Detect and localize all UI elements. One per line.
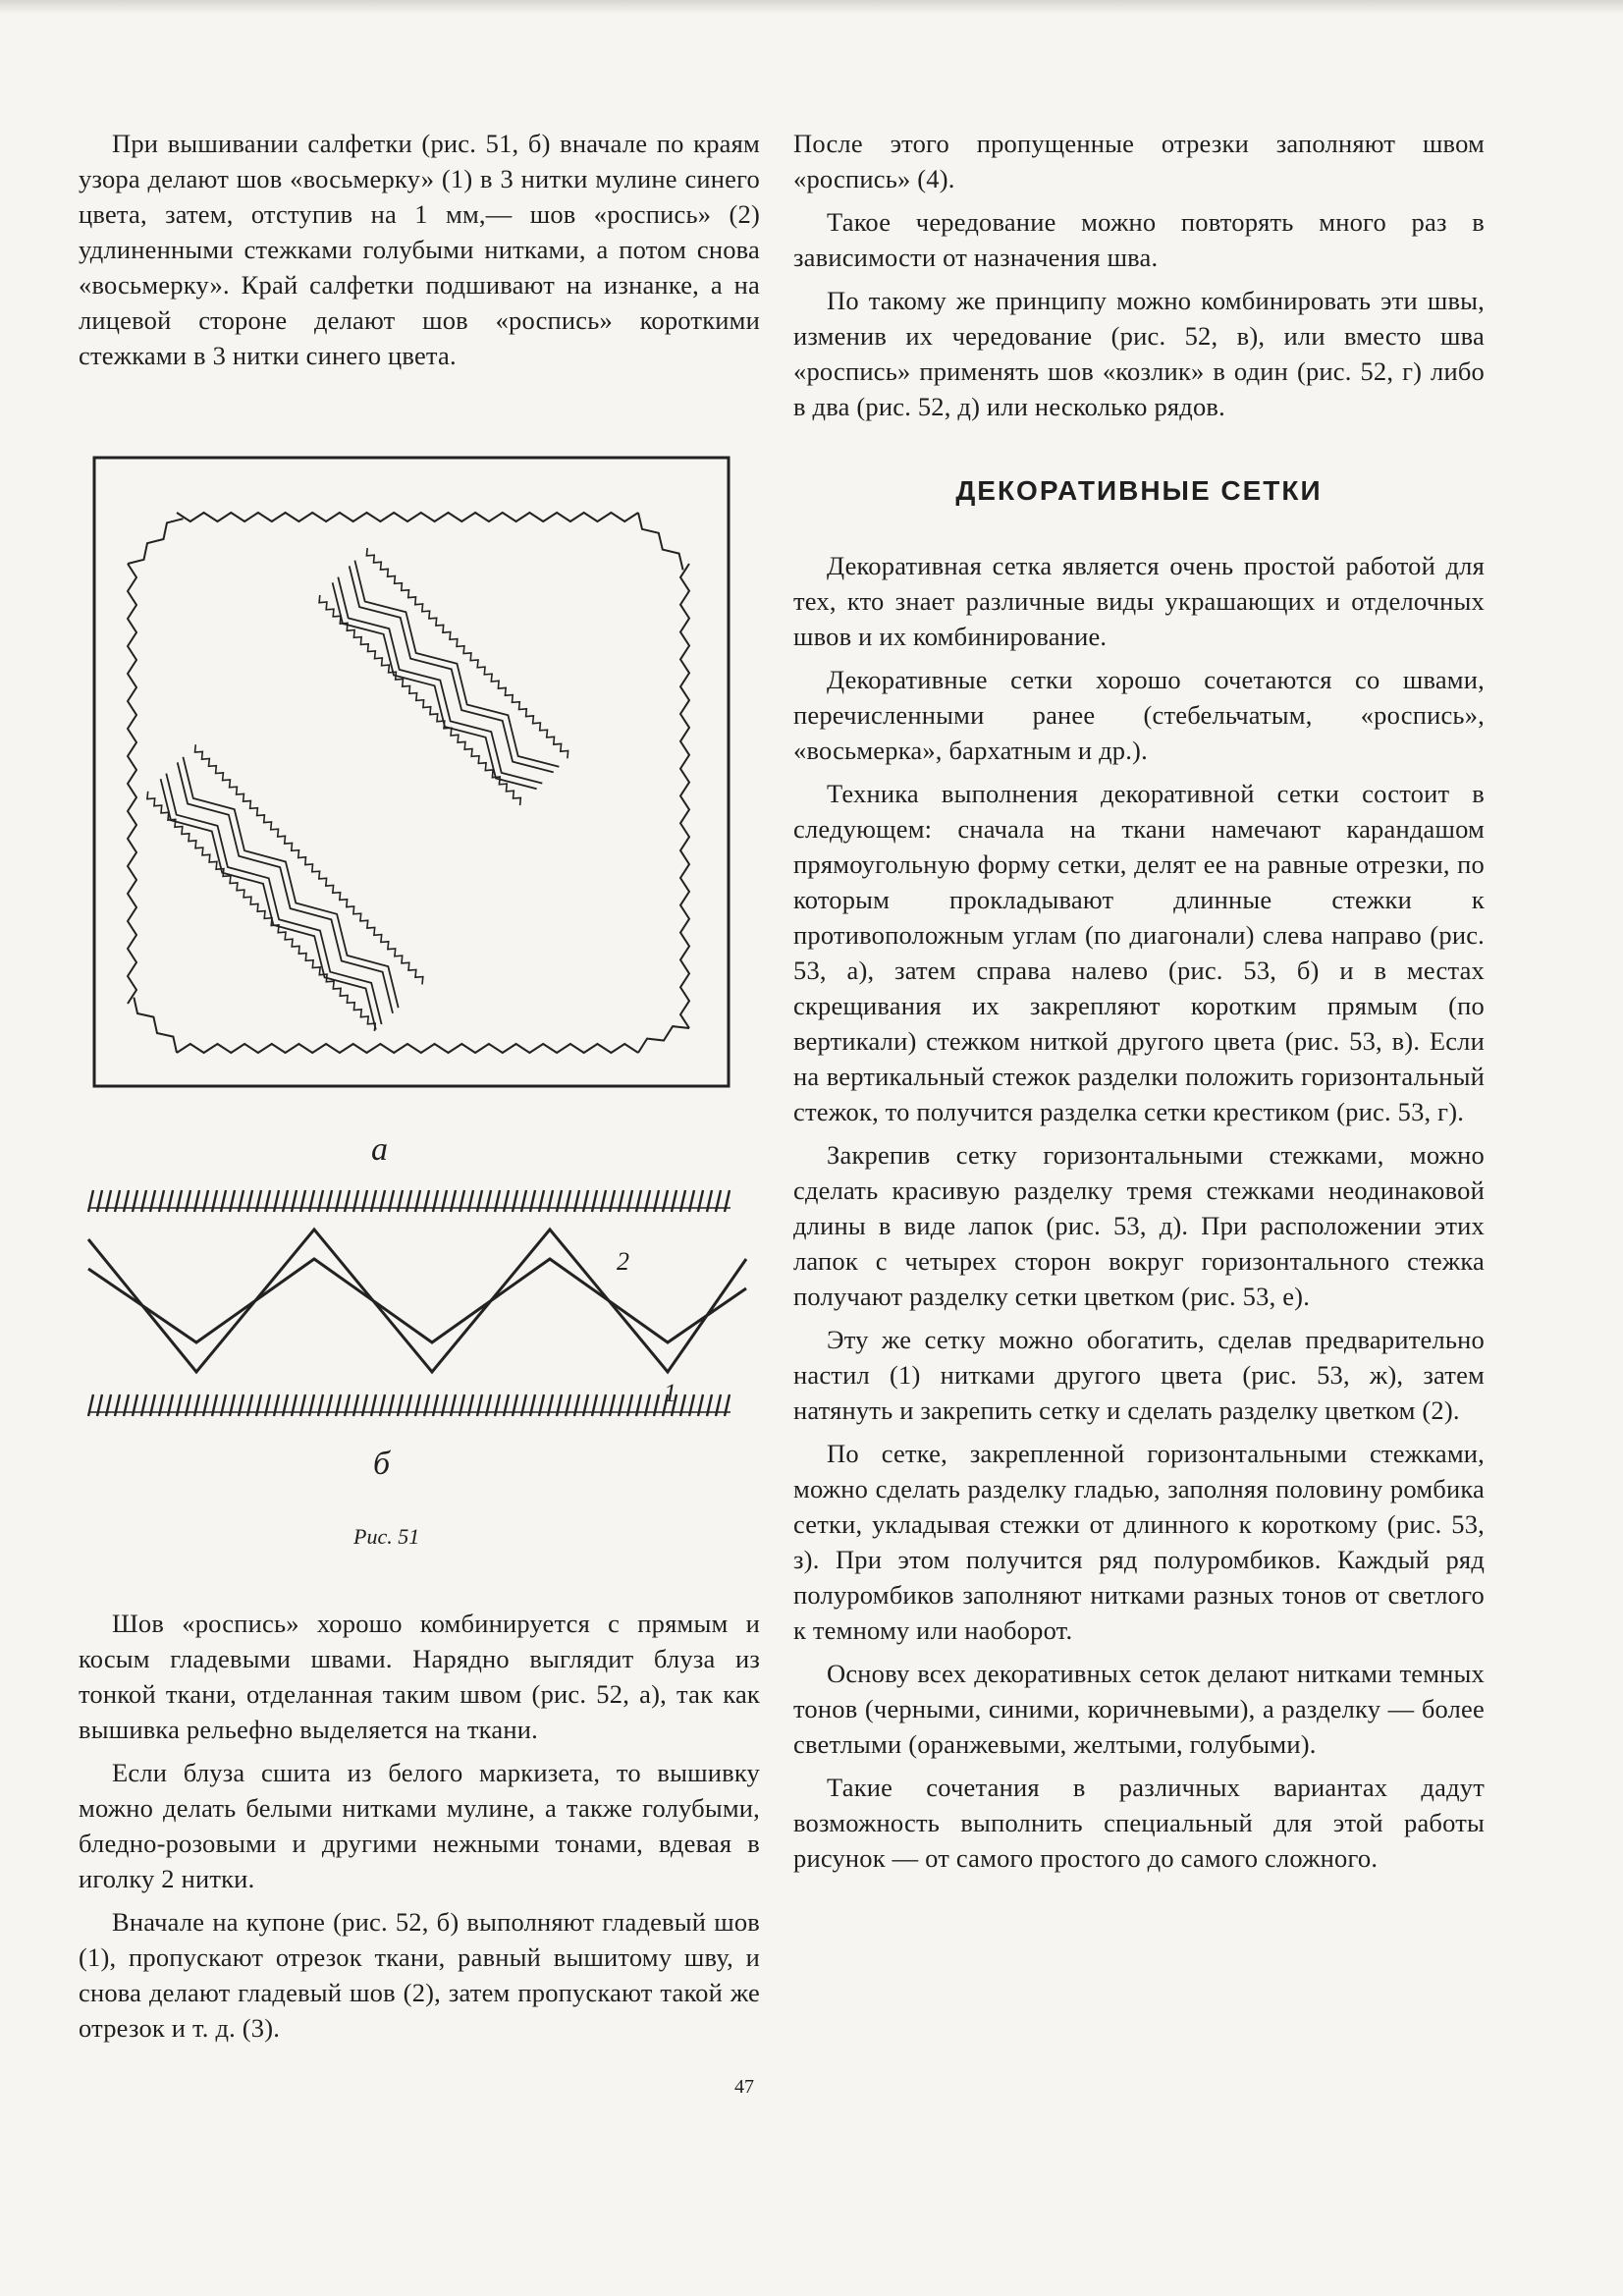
rospis-stitch <box>350 566 554 772</box>
figure-eight-stitch <box>147 792 375 1031</box>
figure-51 <box>79 454 766 1573</box>
paragraph: Декоративные сетки хорошо сочетаются со швами, перечисленными ранее (стебельчатым, «роспись», «восьмерка», бархатным и др.). <box>793 665 1485 765</box>
figure-eight-stitch <box>195 744 423 984</box>
napkin-pinked-edge <box>638 1026 689 1053</box>
napkin-pinked-edge <box>134 998 177 1053</box>
rospis-stitch <box>166 774 381 1024</box>
paragraph: Если блуза сшита из белого маркизета, то вышивку можно делать белыми нитками мулине, а также голубыми, бледно-розовыми и другими нежными тонами, вдевая в иголку 2 нитки. <box>79 1758 760 1893</box>
paragraph: Такие сочетания в различных вариантах дадут возможность выполнить специальный для этой работы рисунок — от самого простого до самого сложного. <box>793 1773 1485 1873</box>
paragraph: При вышивании салфетки (рис. 51, б) вначале по краям узора делают шов «восьмерку» (1) в 3 нитки мулине синего цвета, затем, отступив на 1 мм,— шов «роспись» (2) удлиненными стежками голубыми нитками, а потом снова «восьмерку». Край салфетки подшивают на изнанке, а на лицевой стороне делают шов «роспись» короткими стежками в 3 нитки синего цвета. <box>79 129 760 370</box>
embroidery-illustration <box>79 454 766 1573</box>
napkin-pinked-edge <box>128 564 136 1004</box>
left-column-top <box>79 126 760 373</box>
left-column-bottom <box>79 1606 760 2046</box>
napkin-pinked-edge <box>177 513 638 521</box>
figure-caption: Рис. 51 <box>353 1524 420 1549</box>
paragraph: Шов «роспись» хорошо комбинируется с прямым и косым гладевыми швами. Нарядно выглядит блуза из тонкой ткани, отделанная таким швом (рис. 52, а), так как вышивка рельефно выделяется на ткани. <box>79 1609 760 1744</box>
paragraph: После этого пропущенные отрезки заполняют швом «роспись» (4). <box>793 129 1485 193</box>
rospis-stitch <box>178 762 393 1012</box>
rospis-stitch <box>338 577 542 784</box>
rospis-stitch <box>183 757 398 1008</box>
stitch-marker-1: 1 <box>664 1379 676 1407</box>
rospis-stitch <box>333 582 537 789</box>
paragraph: По сетке, закрепленной горизонтальными стежками, можно сделать разделку гладью, заполняя половину ромбика сетки, укладывая стежки от длинного к короткому (рис. 53, з). При этом получится ряд полуромбиков. Каждый ряд полуромбиков заполняют нитками разных тонов от светлого к темному или наоборот. <box>793 1439 1485 1645</box>
paragraph: Техника выполнения декоративной сетки состоит в следующем: сначала на ткани намечают карандашом прямоугольную форму сетки, делят ее на равные отрезки, по которым прокладывают длинные стежки к противоположным углам (по диагонали) слева направо (рис. 53, а), затем справа налево (рис. 53, б) и в местах скрещивания их закрепляют коротким прямым (по вертикали) стежком ниткой другого цвета (рис. 53, в). Если на вертикальный стежок разделки положить горизонтальный стежок, то получится разделка сетки крестиком (рис. 53, г). <box>793 779 1485 1126</box>
right-column <box>793 126 1485 1876</box>
paragraph: По такому же принципу можно комбинировать эти швы, изменив их чередование (рис. 52, в), или вместо шва «роспись» применять шов «козлик» в один (рис. 52, г) либо в два (рис. 52, д) или несколько рядов. <box>793 286 1485 421</box>
stitch-marker-2: 2 <box>617 1247 629 1276</box>
paragraph: Декоративная сетка является очень простой работой для тех, кто знает различные виды украшающих и отделочных швов и их комбинирование. <box>793 551 1485 651</box>
napkin-pinked-edge <box>638 513 683 570</box>
paragraph: Такое чередование можно повторять много раз в зависимости от назначения шва. <box>793 207 1485 272</box>
figure-eight-stitch <box>319 595 520 805</box>
paragraph: Закрепив сетку горизонтальными стежками, можно сделать красивую разделку тремя стежками неодинаковой длины в виде лапок (рис. 53, д). При расположении этих лапок с четырех сторон вокруг горизонтального стежка получают разделку сетки цветком (рис. 53, е). <box>793 1140 1485 1311</box>
figure-label-b: б <box>373 1446 391 1482</box>
napkin-frame <box>94 458 729 1086</box>
section-title: ДЕКОРАТИВНЫЕ СЕТКИ <box>955 475 1323 506</box>
napkin-pinked-edge <box>680 564 689 1028</box>
napkin-pinked-edge <box>177 1044 638 1053</box>
paragraph: Основу всех декоративных сеток делают нитками темных тонов (черными, синими, коричневыми), а разделку — более светлыми (оранжевыми, желтыми, голубыми). <box>793 1659 1485 1759</box>
paragraph: Эту же сетку можно обогатить, сделав предварительно настил (1) нитками другого цвета (рис. 53, ж), затем натянуть и закрепить сетку и сделать разделку цветком (2). <box>793 1325 1485 1425</box>
napkin-pinked-edge <box>128 519 184 564</box>
rospis-zigzag-line <box>88 1230 746 1372</box>
figure-label-a: а <box>371 1131 388 1168</box>
rospis-stitch <box>161 779 376 1029</box>
page-number: 47 <box>734 2076 754 2098</box>
rospis-zigzag-line <box>88 1259 746 1342</box>
figure-eight-stitch <box>366 548 568 758</box>
page-edge <box>0 0 1623 14</box>
paragraph: Вначале на купоне (рис. 52, б) выполняют гладевый шов (1), пропускают отрезок ткани, равный вышитому шву, и снова делают гладевый шов (2), затем пропускают такой же отрезок и т. д. (3). <box>79 1907 760 2043</box>
